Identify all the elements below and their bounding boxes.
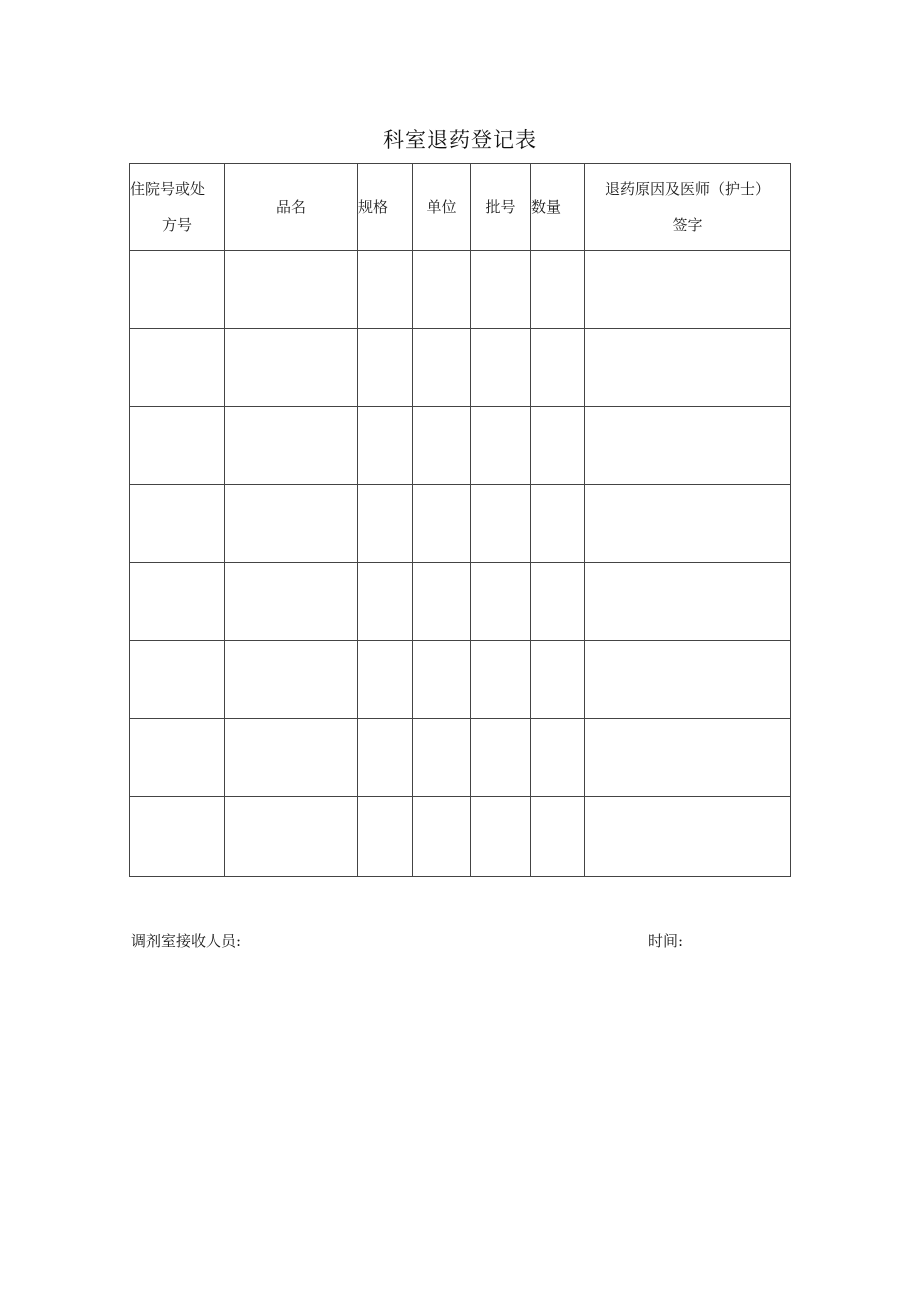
cell-reason-signature[interactable] xyxy=(585,407,791,485)
cell-reason-signature[interactable] xyxy=(585,797,791,877)
cell-batch-no[interactable] xyxy=(471,251,531,329)
cell-admission-no[interactable] xyxy=(130,407,225,485)
cell-unit[interactable] xyxy=(413,251,471,329)
header-unit: 单位 xyxy=(413,164,471,251)
table-row xyxy=(130,485,791,563)
cell-quantity[interactable] xyxy=(531,251,585,329)
header-spec: 规格 xyxy=(358,164,413,251)
cell-unit[interactable] xyxy=(413,563,471,641)
cell-spec[interactable] xyxy=(358,407,413,485)
cell-reason-signature[interactable] xyxy=(585,719,791,797)
cell-drug-name[interactable] xyxy=(225,641,358,719)
cell-batch-no[interactable] xyxy=(471,485,531,563)
cell-drug-name[interactable] xyxy=(225,407,358,485)
cell-unit[interactable] xyxy=(413,719,471,797)
cell-spec[interactable] xyxy=(358,563,413,641)
cell-quantity[interactable] xyxy=(531,797,585,877)
cell-drug-name[interactable] xyxy=(225,719,358,797)
cell-drug-name[interactable] xyxy=(225,797,358,877)
cell-spec[interactable] xyxy=(358,641,413,719)
cell-quantity[interactable] xyxy=(531,407,585,485)
cell-spec[interactable] xyxy=(358,329,413,407)
cell-reason-signature[interactable] xyxy=(585,641,791,719)
cell-admission-no[interactable] xyxy=(130,563,225,641)
table-row xyxy=(130,563,791,641)
receiver-label: 调剂室接收人员: xyxy=(131,932,242,950)
cell-admission-no[interactable] xyxy=(130,641,225,719)
cell-admission-no[interactable] xyxy=(130,485,225,563)
return-register-table xyxy=(129,163,791,877)
cell-batch-no[interactable] xyxy=(471,641,531,719)
cell-batch-no[interactable] xyxy=(471,797,531,877)
header-reason-signature xyxy=(585,164,791,251)
cell-unit[interactable] xyxy=(413,485,471,563)
cell-batch-no[interactable] xyxy=(471,719,531,797)
header-admission-no xyxy=(130,164,225,251)
cell-quantity[interactable] xyxy=(531,563,585,641)
table-row xyxy=(130,251,791,329)
cell-reason-signature[interactable] xyxy=(585,251,791,329)
cell-unit[interactable] xyxy=(413,641,471,719)
cell-drug-name[interactable] xyxy=(225,329,358,407)
header-admission-no-line2: 方号 xyxy=(161,216,192,234)
table-row xyxy=(130,641,791,719)
table-row xyxy=(130,407,791,485)
cell-unit[interactable] xyxy=(413,329,471,407)
cell-spec[interactable] xyxy=(358,485,413,563)
cell-spec[interactable] xyxy=(358,797,413,877)
table-header-row xyxy=(130,164,791,251)
table-row xyxy=(130,329,791,407)
table-row xyxy=(130,719,791,797)
cell-admission-no[interactable] xyxy=(130,719,225,797)
cell-unit[interactable] xyxy=(413,797,471,877)
header-reason-signature-line1: 退药原因及医师（护士） xyxy=(604,180,770,198)
cell-reason-signature[interactable] xyxy=(585,329,791,407)
header-admission-no-line1: 住院号或处 xyxy=(130,180,206,198)
cell-batch-no[interactable] xyxy=(471,329,531,407)
cell-batch-no[interactable] xyxy=(471,407,531,485)
cell-quantity[interactable] xyxy=(531,485,585,563)
table-row xyxy=(130,797,791,877)
cell-spec[interactable] xyxy=(358,251,413,329)
cell-batch-no[interactable] xyxy=(471,563,531,641)
header-batch-no: 批号 xyxy=(471,164,531,251)
cell-drug-name[interactable] xyxy=(225,251,358,329)
page-title: 科室退药登记表 xyxy=(383,128,537,152)
cell-reason-signature[interactable] xyxy=(585,563,791,641)
cell-admission-no[interactable] xyxy=(130,797,225,877)
cell-reason-signature[interactable] xyxy=(585,485,791,563)
cell-admission-no[interactable] xyxy=(130,251,225,329)
cell-drug-name[interactable] xyxy=(225,563,358,641)
header-quantity: 数量 xyxy=(531,164,585,251)
cell-admission-no[interactable] xyxy=(130,329,225,407)
header-reason-signature-line2: 签字 xyxy=(672,216,703,234)
cell-unit[interactable] xyxy=(413,407,471,485)
cell-quantity[interactable] xyxy=(531,329,585,407)
cell-quantity[interactable] xyxy=(531,641,585,719)
cell-spec[interactable] xyxy=(358,719,413,797)
time-label: 时间: xyxy=(648,932,684,950)
header-drug-name: 品名 xyxy=(225,164,358,251)
cell-drug-name[interactable] xyxy=(225,485,358,563)
cell-quantity[interactable] xyxy=(531,719,585,797)
